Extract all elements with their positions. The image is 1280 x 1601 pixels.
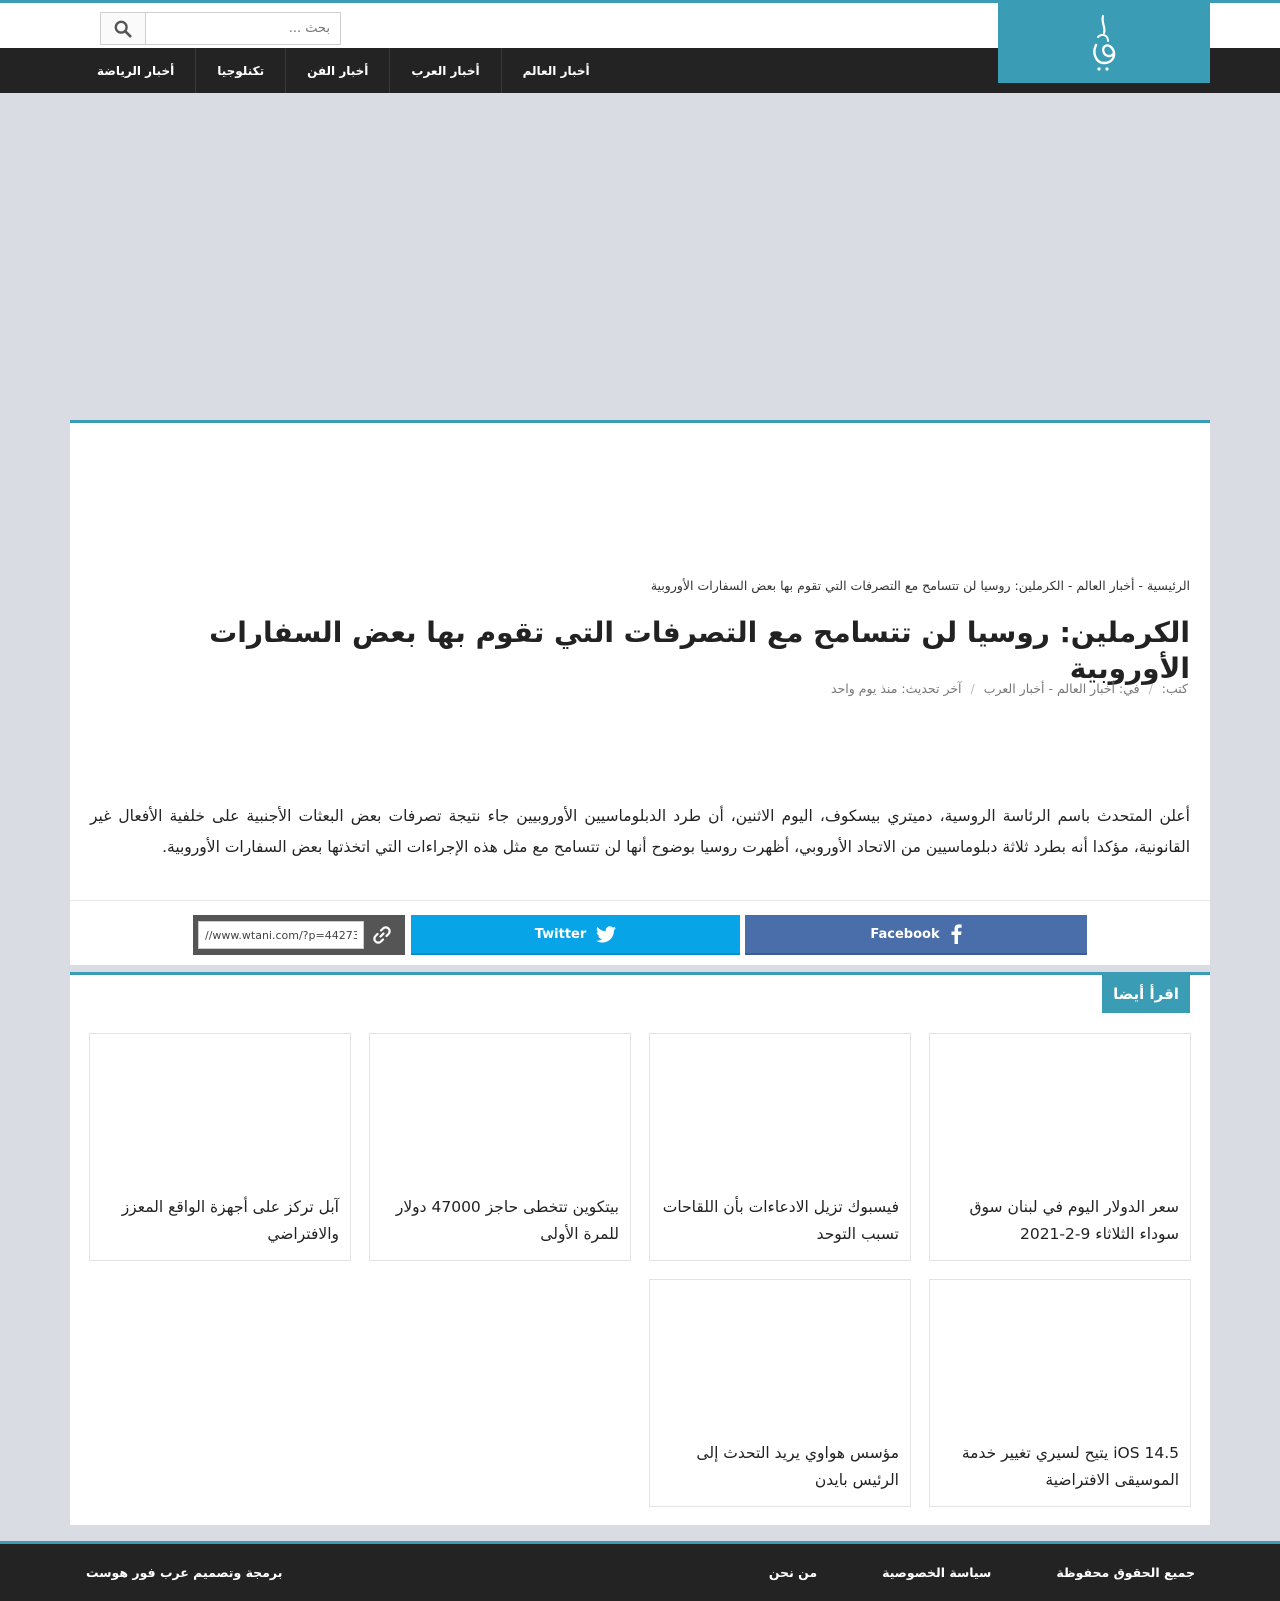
facebook-icon — [950, 924, 962, 944]
article-categories[interactable]: أخبار العالم - أخبار العرب — [983, 681, 1115, 696]
short-link-input[interactable] — [198, 921, 364, 949]
breadcrumb-home[interactable]: الرئيسية — [1146, 578, 1190, 593]
facebook-label: Facebook — [870, 926, 940, 942]
footer-link-copyright[interactable]: جميع الحقوق محفوظة — [1056, 1565, 1195, 1580]
meta-separator: / — [1148, 681, 1153, 696]
nav-item-sports-news[interactable]: أخبار الرياضة — [97, 63, 175, 78]
related-card[interactable] — [89, 1033, 351, 1261]
related-card[interactable] — [649, 1033, 911, 1261]
share-twitter-button[interactable] — [411, 915, 740, 955]
share-facebook-button[interactable] — [745, 915, 1087, 955]
related-card[interactable] — [649, 1279, 911, 1507]
related-card-title[interactable]: مؤسس هواوي يريد التحدث إلى الرئيس بايدن — [696, 1444, 899, 1489]
search-input[interactable] — [146, 13, 340, 44]
footer-links — [704, 1544, 1195, 1601]
related-card[interactable] — [929, 1279, 1191, 1507]
related-card-title[interactable]: آبل تركز على أجهزة الواقع المعزز والافتراضي — [121, 1198, 339, 1243]
breadcrumb-separator: - — [1063, 578, 1077, 593]
nav-item-world-news[interactable]: أخبار العالم — [501, 48, 611, 93]
nav-item-technology[interactable]: تكنلوجيا — [195, 48, 285, 93]
search-button[interactable] — [101, 13, 146, 44]
search-icon — [114, 20, 132, 38]
link-icon — [372, 925, 392, 945]
site-footer — [0, 1541, 1280, 1601]
nav-item-art-news[interactable]: أخبار الفن — [285, 48, 389, 93]
article-body: أعلن المتحدث باسم الرئاسة الروسية، دميتري بيسكوف، اليوم الاثنين، أن طرد الدبلوماسيين الأوروبيين جاء نتيجة تصرفات بعض البعثات الأجنبية على خلفية الأفعال غير القانونية، مؤكدا أنه بطرد ثلاثة دبلوماسيين من الاتحاد الأوروبي، أظهرت روسيا بوضوح أنها لن تتسامح مع مثل هذه الإجراءات التي اتخذتها بعض السفارات الأوروبية. — [90, 807, 1190, 856]
breadcrumb-current: الكرملين: روسيا لن تتسامح مع التصرفات التي تقوم بها بعض السفارات الأوروبية — [650, 578, 1064, 593]
calligraphy-logo-icon — [1084, 13, 1124, 73]
article-title: الكرملين: روسيا لن تتسامح مع التصرفات التي تقوم بها بعض السفارات الأوروبية — [209, 616, 1190, 686]
nav-list — [76, 48, 611, 93]
twitter-icon — [596, 926, 616, 943]
footer-credit: برمجة وتصميم عرب فور هوست — [86, 1565, 283, 1580]
related-card-title[interactable]: فيسبوك تزيل الادعاءات بأن اللقاحات تسبب التوحد — [662, 1198, 899, 1243]
author-label: كتب: — [1161, 681, 1188, 696]
updated-label: آخر تحديث: — [901, 681, 962, 696]
related-title: اقرأ أيضا — [1102, 975, 1190, 1013]
search-box — [100, 12, 341, 45]
nav-item-arab-news[interactable]: أخبار العرب — [389, 48, 500, 93]
article-meta — [831, 681, 1188, 696]
breadcrumb — [651, 578, 1190, 593]
copy-link-button[interactable] — [364, 915, 400, 955]
related-card-title[interactable]: بيتكوين تتخطى حاجز 47000 دولار للمرة الأولى — [395, 1198, 619, 1243]
share-divider — [70, 900, 1210, 901]
site-logo[interactable] — [998, 2, 1210, 83]
related-card-title[interactable]: iOS 14.5 يتيح لسيري تغيير خدمة الموسيقى الافتراضية — [961, 1444, 1179, 1489]
updated-value: منذ يوم واحد — [830, 681, 898, 696]
footer-link-about[interactable]: من نحن — [768, 1565, 818, 1580]
breadcrumb-category[interactable]: أخبار العالم — [1076, 578, 1135, 593]
related-card-title[interactable]: سعر الدولار اليوم في لبنان سوق سوداء الثلاثاء 9-2-2021 — [969, 1198, 1179, 1243]
related-posts — [70, 972, 1210, 1525]
short-link-box — [193, 915, 405, 955]
category-label: في: — [1118, 681, 1140, 696]
twitter-label: Twitter — [534, 926, 587, 942]
article-panel — [70, 420, 1210, 965]
meta-separator: / — [970, 681, 975, 696]
footer-link-privacy[interactable]: سياسة الخصوصية — [882, 1565, 992, 1580]
related-card[interactable] — [369, 1033, 631, 1261]
related-card[interactable] — [929, 1033, 1191, 1261]
breadcrumb-separator: - — [1134, 578, 1147, 593]
